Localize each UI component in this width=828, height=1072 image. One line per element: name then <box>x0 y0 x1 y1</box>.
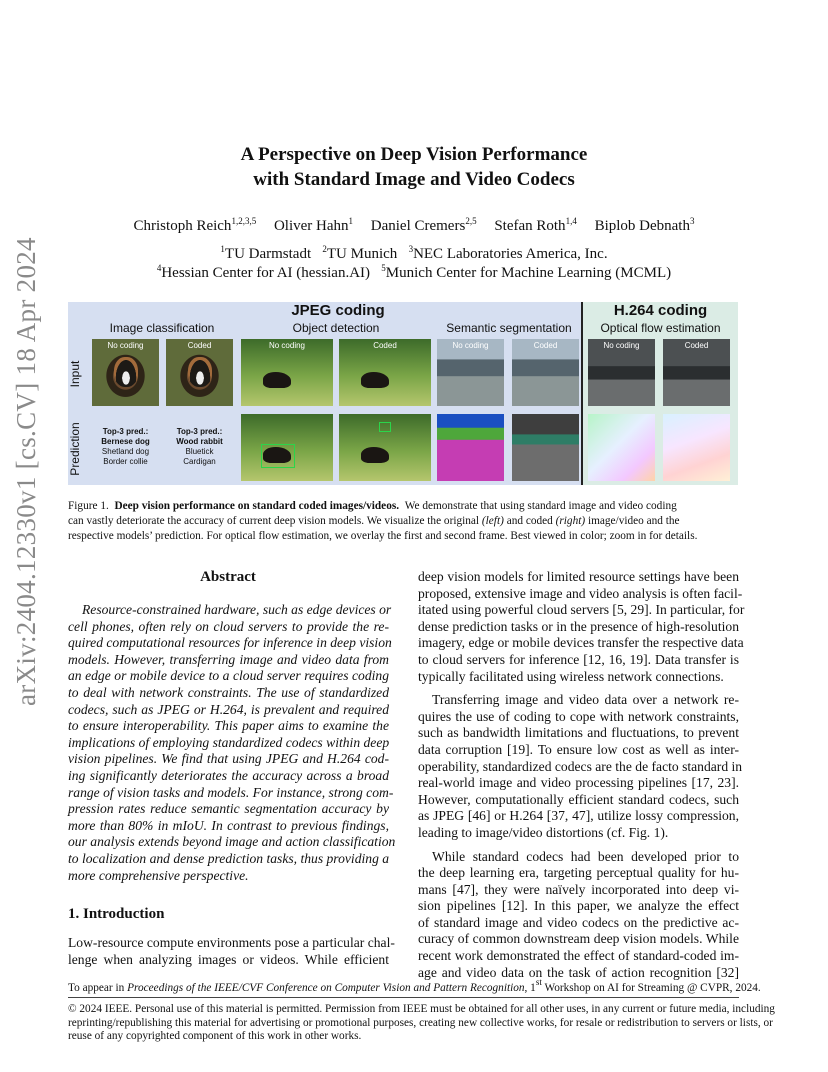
flow-prediction-coded <box>663 414 730 481</box>
arxiv-identifier-stamp: arXiv:2404.12330v1 [cs.CV] 18 Apr 2024 <box>11 237 41 706</box>
row-label-prediction: Prediction <box>68 422 82 476</box>
author-list <box>0 218 828 235</box>
paper-title <box>0 142 828 192</box>
author: Oliver Hahn$^1$ <box>273 216 353 234</box>
detection-input-original: No coding <box>241 339 333 406</box>
flow-prediction-original <box>588 414 655 481</box>
author: Stefan Roth$^{1,4}$ <box>494 216 577 234</box>
abstract-heading: Abstract <box>200 569 256 585</box>
classification-input-original: No coding <box>92 339 159 406</box>
title-line-1: A Perspective on Deep Vision Performance <box>240 144 588 165</box>
affiliations-line-1: $^1$TU Darmstadt $^2$TU Munich $^3$NEC Laboratories America, Inc. <box>220 244 608 262</box>
segmentation-input-coded: Coded <box>512 339 579 406</box>
abstract-body: Resource-constrained hardware, such as edge devices or cell phones, often rely on cloud servers to provide the re- quired computational resources for inference in deep vision models. However, transferring image and video data from an edge or mobile device to a cloud server requires coding to deal with network constraints. The use of standardized codecs, such as JPEG or H.264, is prevalent and required to ensure interoperability. This paper aims to examine the implications of employing standardized codecs within deep vision pipelines. We find that using JPEG and H.264 cod- ing significantly deteriorates the accuracy across a broad range of vision tasks and models. For instance, strong com- pression rates reduce semantic segmentation accuracy by more than 80% in mIoU. In contrast to previous findings, our analysis extends beyond image and action classification to localization and dense prediction tasks, thus providing a more comprehensive perspective. <box>68 602 396 883</box>
detection-prediction-coded <box>339 414 431 481</box>
classification-input-coded: Coded <box>166 339 233 406</box>
segmentation-input-original: No coding <box>437 339 504 406</box>
introduction-body: Low-resource compute environments pose a particular chal- lenge when analyzing images or videos. While efficient <box>68 935 395 967</box>
flow-input-original: No coding <box>588 339 655 406</box>
task-label-segmentation: Semantic segmentation <box>446 321 572 335</box>
dog-image <box>188 357 212 387</box>
title-line-2: with Standard Image and Video Codecs <box>253 169 575 190</box>
classification-prediction-original: Top-3 pred.: Bernese dog Shetland dog Border collie <box>101 427 150 466</box>
footer-rule <box>68 997 739 998</box>
task-label-optical-flow: Optical flow estimation <box>600 321 721 335</box>
venue-note: To appear in Proceedings of the IEEE/CVF Conference on Computer Vision and Pattern Recognition, 1st Workshop on AI for Streaming @ CVPR, 2024. <box>68 977 761 994</box>
right-column-body: deep vision models for limited resource settings have been proposed, extensive image and video analysis is often facil- itated using powerful cloud servers [5, 29]. In particular, for dense prediction tasks or in the presence of high-resolution imagery, edge or mobile devices transfer the respective data to cloud servers for inference [12, 16, 19]. Data transfer is typically facilitated using wireless network connections. Transferring image and video data over a network re- quires the use of coding to cope with network constraints, such as bandwidth limitations and fluctuations, to prevent data corruption [19]. To ensure low cost as well as inter- operability, standardized codecs are the de facto standard in real-world image and video processing pipelines [17, 23]. However, computationally efficient standard codecs, such as JPEG [46] or H.264 [37, 47], utilize lossy compression, leading to image/video distortions (cf. Fig. 1). While standard codecs had been developed prior to the deep learning era, targeting perceptual quality for hu- mans [47], they were naïvely incorporated into deep vi- sion pipelines [12]. In this paper, we analyze the effect of standard image and video codecs on the predictive ac- curacy of common downstream deep vision models. While recent work demonstrated the effect of standard-coded im- age and video data on the task of action recognition [32] <box>418 569 745 980</box>
h264-coding-heading: H.264 coding <box>613 302 708 319</box>
author: Biplob Debnath$^3$ <box>594 216 695 234</box>
affiliations-line-2: $^4$Hessian Center for AI (hessian.AI) $^5$Munich Center for Machine Learning (MCML) <box>156 263 672 281</box>
task-label-classification: Image classification <box>109 321 215 335</box>
flow-input-coded: Coded <box>663 339 730 406</box>
row-label-input: Input <box>68 360 82 388</box>
task-label-detection: Object detection <box>292 321 380 335</box>
author: Christoph Reich$^{1,2,3,5}$ <box>133 216 257 234</box>
author: Daniel Cremers$^{2,5}$ <box>370 216 477 234</box>
section-heading-introduction: 1. Introduction <box>68 906 165 922</box>
dog-image <box>114 357 138 387</box>
detection-box <box>261 444 295 468</box>
classification-prediction-coded: Top-3 pred.: Wood rabbit Bluetick Cardigan <box>176 427 223 466</box>
bear-image <box>361 447 389 463</box>
copyright-notice: © 2024 IEEE. Personal use of this material is permitted. Permission from IEEE must be obtained for all other uses, in any current or future media, including reprinting/republishing this material for advertising or promotional purposes, creating new collective works, for resale or redistribution to servers or lists, or reuse of any copyrighted component of this work in other works. <box>68 1003 775 1042</box>
bear-image <box>361 372 389 388</box>
jpeg-coding-heading: JPEG coding <box>291 302 385 319</box>
detection-prediction-original <box>241 414 333 481</box>
figure-caption: Figure 1. Deep vision performance on standard coded images/videos. We demonstrate that using standard image and video coding can vastly deteriorate the accuracy of current deep vision models. We visualize the original (left) and coded (right) image/video and the respective models’ prediction. For optical flow estimation, we overlay the first and second frame. Best viewed in color; zoom in for details. <box>68 500 698 542</box>
segmentation-prediction-coded <box>512 414 579 481</box>
detection-input-coded: Coded <box>339 339 431 406</box>
bear-image <box>263 372 291 388</box>
detection-box <box>379 422 391 432</box>
segmentation-prediction-original <box>437 414 504 481</box>
figure-1 <box>68 302 738 485</box>
